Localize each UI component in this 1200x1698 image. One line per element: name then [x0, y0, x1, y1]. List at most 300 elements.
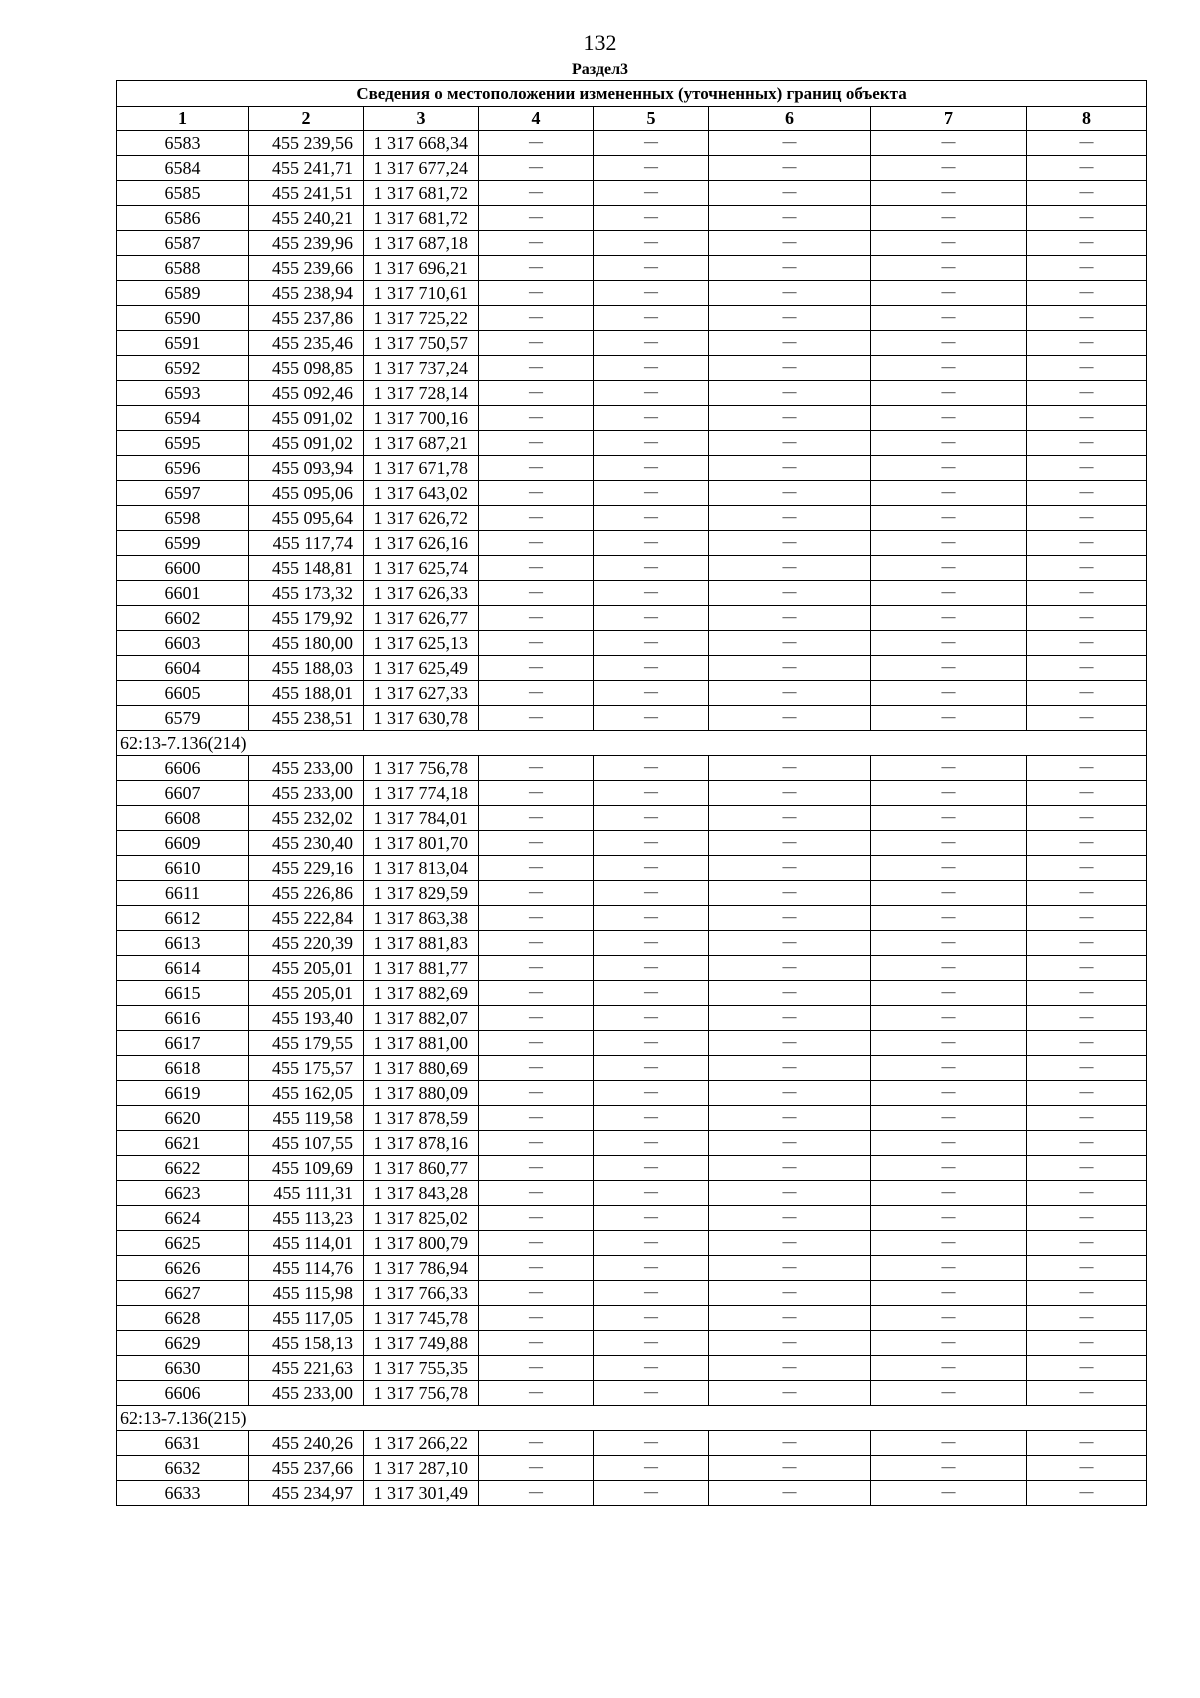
- empty-dash-cell: —: [479, 1481, 594, 1506]
- x-coordinate-cell: 455 241,71: [249, 156, 364, 181]
- empty-dash-cell: —: [1027, 331, 1147, 356]
- empty-dash-cell: —: [709, 756, 871, 781]
- x-coordinate-cell: 455 115,98: [249, 1281, 364, 1306]
- empty-dash-cell: —: [594, 306, 709, 331]
- empty-dash-cell: —: [594, 1481, 709, 1506]
- y-coordinate-cell: 1 317 626,33: [364, 581, 479, 606]
- column-header: 1: [117, 107, 249, 131]
- empty-dash-cell: —: [871, 1156, 1027, 1181]
- empty-dash-cell: —: [1027, 381, 1147, 406]
- empty-dash-cell: —: [709, 256, 871, 281]
- y-coordinate-cell: 1 317 627,33: [364, 681, 479, 706]
- empty-dash-cell: —: [479, 1381, 594, 1406]
- y-coordinate-cell: 1 317 766,33: [364, 1281, 479, 1306]
- x-coordinate-cell: 455 180,00: [249, 631, 364, 656]
- x-coordinate-cell: 455 230,40: [249, 831, 364, 856]
- table-row: [117, 381, 1147, 406]
- x-coordinate-cell: 455 095,06: [249, 481, 364, 506]
- empty-dash-cell: —: [1027, 1356, 1147, 1381]
- empty-dash-cell: —: [709, 831, 871, 856]
- x-coordinate-cell: 455 188,01: [249, 681, 364, 706]
- table-row: [117, 806, 1147, 831]
- empty-dash-cell: —: [709, 1106, 871, 1131]
- point-number-cell: 6590: [117, 306, 249, 331]
- table-row: [117, 981, 1147, 1006]
- empty-dash-cell: —: [1027, 631, 1147, 656]
- empty-dash-cell: —: [871, 956, 1027, 981]
- empty-dash-cell: —: [479, 1256, 594, 1281]
- empty-dash-cell: —: [709, 281, 871, 306]
- y-coordinate-cell: 1 317 677,24: [364, 156, 479, 181]
- y-coordinate-cell: 1 317 755,35: [364, 1356, 479, 1381]
- y-coordinate-cell: 1 317 643,02: [364, 481, 479, 506]
- empty-dash-cell: —: [709, 231, 871, 256]
- empty-dash-cell: —: [871, 131, 1027, 156]
- y-coordinate-cell: 1 317 878,59: [364, 1106, 479, 1131]
- y-coordinate-cell: 1 317 880,09: [364, 1081, 479, 1106]
- table-row: [117, 1256, 1147, 1281]
- empty-dash-cell: —: [709, 781, 871, 806]
- table-row: [117, 481, 1147, 506]
- empty-dash-cell: —: [871, 581, 1027, 606]
- empty-dash-cell: —: [871, 1031, 1027, 1056]
- empty-dash-cell: —: [594, 281, 709, 306]
- empty-dash-cell: —: [594, 706, 709, 731]
- table-row: [117, 1481, 1147, 1506]
- table-row: [117, 206, 1147, 231]
- table-row: [117, 456, 1147, 481]
- empty-dash-cell: —: [479, 681, 594, 706]
- empty-dash-cell: —: [479, 231, 594, 256]
- empty-dash-cell: —: [594, 906, 709, 931]
- empty-dash-cell: —: [709, 1181, 871, 1206]
- x-coordinate-cell: 455 205,01: [249, 956, 364, 981]
- empty-dash-cell: —: [709, 906, 871, 931]
- y-coordinate-cell: 1 317 671,78: [364, 456, 479, 481]
- empty-dash-cell: —: [1027, 956, 1147, 981]
- empty-dash-cell: —: [871, 606, 1027, 631]
- empty-dash-cell: —: [871, 681, 1027, 706]
- empty-dash-cell: —: [871, 181, 1027, 206]
- y-coordinate-cell: 1 317 784,01: [364, 806, 479, 831]
- empty-dash-cell: —: [479, 181, 594, 206]
- empty-dash-cell: —: [871, 281, 1027, 306]
- point-number-cell: 6629: [117, 1331, 249, 1356]
- table-row: [117, 556, 1147, 581]
- empty-dash-cell: —: [871, 1281, 1027, 1306]
- empty-dash-cell: —: [479, 1206, 594, 1231]
- empty-dash-cell: —: [871, 306, 1027, 331]
- x-coordinate-cell: 455 095,64: [249, 506, 364, 531]
- y-coordinate-cell: 1 317 878,16: [364, 1131, 479, 1156]
- empty-dash-cell: —: [479, 931, 594, 956]
- point-number-cell: 6630: [117, 1356, 249, 1381]
- empty-dash-cell: —: [709, 131, 871, 156]
- point-number-cell: 6606: [117, 756, 249, 781]
- y-coordinate-cell: 1 317 626,16: [364, 531, 479, 556]
- y-coordinate-cell: 1 317 800,79: [364, 1231, 479, 1256]
- group-label: 62:13-7.136(215): [117, 1406, 1147, 1431]
- empty-dash-cell: —: [479, 131, 594, 156]
- empty-dash-cell: —: [709, 856, 871, 881]
- point-number-cell: 6595: [117, 431, 249, 456]
- empty-dash-cell: —: [871, 231, 1027, 256]
- empty-dash-cell: —: [1027, 606, 1147, 631]
- x-coordinate-cell: 455 091,02: [249, 406, 364, 431]
- y-coordinate-cell: 1 317 700,16: [364, 406, 479, 431]
- empty-dash-cell: —: [594, 1006, 709, 1031]
- point-number-cell: 6625: [117, 1231, 249, 1256]
- table-row: [117, 506, 1147, 531]
- x-coordinate-cell: 455 226,86: [249, 881, 364, 906]
- x-coordinate-cell: 455 173,32: [249, 581, 364, 606]
- table-row: [117, 581, 1147, 606]
- empty-dash-cell: —: [594, 1231, 709, 1256]
- empty-dash-cell: —: [1027, 156, 1147, 181]
- empty-dash-cell: —: [871, 831, 1027, 856]
- empty-dash-cell: —: [871, 1331, 1027, 1356]
- point-number-cell: 6602: [117, 606, 249, 631]
- x-coordinate-cell: 455 093,94: [249, 456, 364, 481]
- empty-dash-cell: —: [1027, 181, 1147, 206]
- y-coordinate-cell: 1 317 843,28: [364, 1181, 479, 1206]
- empty-dash-cell: —: [871, 1381, 1027, 1406]
- y-coordinate-cell: 1 317 881,00: [364, 1031, 479, 1056]
- point-number-cell: 6608: [117, 806, 249, 831]
- x-coordinate-cell: 455 238,94: [249, 281, 364, 306]
- empty-dash-cell: —: [594, 1356, 709, 1381]
- y-coordinate-cell: 1 317 882,07: [364, 1006, 479, 1031]
- empty-dash-cell: —: [1027, 1131, 1147, 1156]
- empty-dash-cell: —: [479, 856, 594, 881]
- point-number-cell: 6598: [117, 506, 249, 531]
- empty-dash-cell: —: [871, 206, 1027, 231]
- table-row: [117, 1231, 1147, 1256]
- table-row: [117, 281, 1147, 306]
- x-coordinate-cell: 455 229,16: [249, 856, 364, 881]
- x-coordinate-cell: 455 114,76: [249, 1256, 364, 1281]
- empty-dash-cell: —: [1027, 1056, 1147, 1081]
- column-header: 2: [249, 107, 364, 131]
- x-coordinate-cell: 455 114,01: [249, 1231, 364, 1256]
- point-number-cell: 6624: [117, 1206, 249, 1231]
- y-coordinate-cell: 1 317 625,74: [364, 556, 479, 581]
- empty-dash-cell: —: [709, 1031, 871, 1056]
- empty-dash-cell: —: [479, 706, 594, 731]
- empty-dash-cell: —: [709, 1306, 871, 1331]
- x-coordinate-cell: 455 240,26: [249, 1431, 364, 1456]
- empty-dash-cell: —: [709, 331, 871, 356]
- empty-dash-cell: —: [1027, 931, 1147, 956]
- empty-dash-cell: —: [479, 1106, 594, 1131]
- point-number-cell: 6596: [117, 456, 249, 481]
- empty-dash-cell: —: [1027, 531, 1147, 556]
- empty-dash-cell: —: [709, 606, 871, 631]
- empty-dash-cell: —: [1027, 256, 1147, 281]
- point-number-cell: 6632: [117, 1456, 249, 1481]
- empty-dash-cell: —: [871, 756, 1027, 781]
- table-row: [117, 531, 1147, 556]
- empty-dash-cell: —: [479, 481, 594, 506]
- empty-dash-cell: —: [709, 881, 871, 906]
- x-coordinate-cell: 455 175,57: [249, 1056, 364, 1081]
- table-title-row: [117, 81, 1147, 107]
- empty-dash-cell: —: [479, 1331, 594, 1356]
- table-row: [117, 331, 1147, 356]
- y-coordinate-cell: 1 317 301,49: [364, 1481, 479, 1506]
- empty-dash-cell: —: [871, 1456, 1027, 1481]
- table-row: [117, 906, 1147, 931]
- empty-dash-cell: —: [1027, 1456, 1147, 1481]
- empty-dash-cell: —: [594, 1106, 709, 1131]
- empty-dash-cell: —: [594, 1431, 709, 1456]
- empty-dash-cell: —: [594, 1081, 709, 1106]
- x-coordinate-cell: 455 107,55: [249, 1131, 364, 1156]
- x-coordinate-cell: 455 239,66: [249, 256, 364, 281]
- empty-dash-cell: —: [871, 356, 1027, 381]
- empty-dash-cell: —: [594, 556, 709, 581]
- empty-dash-cell: —: [709, 556, 871, 581]
- y-coordinate-cell: 1 317 266,22: [364, 1431, 479, 1456]
- y-coordinate-cell: 1 317 626,77: [364, 606, 479, 631]
- empty-dash-cell: —: [594, 1456, 709, 1481]
- table-row: [117, 1106, 1147, 1131]
- empty-dash-cell: —: [479, 1281, 594, 1306]
- empty-dash-cell: —: [871, 656, 1027, 681]
- empty-dash-cell: —: [594, 456, 709, 481]
- table-row: [117, 1131, 1147, 1156]
- empty-dash-cell: —: [709, 581, 871, 606]
- x-coordinate-cell: 455 233,00: [249, 756, 364, 781]
- empty-dash-cell: —: [871, 456, 1027, 481]
- empty-dash-cell: —: [871, 1306, 1027, 1331]
- empty-dash-cell: —: [709, 1356, 871, 1381]
- empty-dash-cell: —: [479, 206, 594, 231]
- table-row: [117, 1381, 1147, 1406]
- y-coordinate-cell: 1 317 630,78: [364, 706, 479, 731]
- y-coordinate-cell: 1 317 737,24: [364, 356, 479, 381]
- group-label: 62:13-7.136(214): [117, 731, 1147, 756]
- table-row: [117, 1281, 1147, 1306]
- empty-dash-cell: —: [479, 831, 594, 856]
- empty-dash-cell: —: [479, 1306, 594, 1331]
- y-coordinate-cell: 1 317 801,70: [364, 831, 479, 856]
- point-number-cell: 6585: [117, 181, 249, 206]
- section-title: Раздел3: [571, 61, 629, 78]
- empty-dash-cell: —: [479, 756, 594, 781]
- point-number-cell: 6609: [117, 831, 249, 856]
- empty-dash-cell: —: [1027, 1106, 1147, 1131]
- table-row: [117, 1306, 1147, 1331]
- empty-dash-cell: —: [871, 1081, 1027, 1106]
- point-number-cell: 6631: [117, 1431, 249, 1456]
- empty-dash-cell: —: [1027, 206, 1147, 231]
- empty-dash-cell: —: [709, 406, 871, 431]
- x-coordinate-cell: 455 113,23: [249, 1206, 364, 1231]
- empty-dash-cell: —: [871, 1481, 1027, 1506]
- point-number-cell: 6621: [117, 1131, 249, 1156]
- empty-dash-cell: —: [594, 1331, 709, 1356]
- empty-dash-cell: —: [479, 556, 594, 581]
- x-coordinate-cell: 455 235,46: [249, 331, 364, 356]
- x-coordinate-cell: 455 233,00: [249, 781, 364, 806]
- empty-dash-cell: —: [871, 1056, 1027, 1081]
- point-number-cell: 6611: [117, 881, 249, 906]
- point-number-cell: 6601: [117, 581, 249, 606]
- x-coordinate-cell: 455 238,51: [249, 706, 364, 731]
- empty-dash-cell: —: [709, 481, 871, 506]
- empty-dash-cell: —: [1027, 681, 1147, 706]
- empty-dash-cell: —: [1027, 906, 1147, 931]
- empty-dash-cell: —: [1027, 431, 1147, 456]
- y-coordinate-cell: 1 317 687,21: [364, 431, 479, 456]
- x-coordinate-cell: 455 117,05: [249, 1306, 364, 1331]
- empty-dash-cell: —: [594, 356, 709, 381]
- table-row: [117, 231, 1147, 256]
- empty-dash-cell: —: [709, 181, 871, 206]
- table-row: [117, 1006, 1147, 1031]
- empty-dash-cell: —: [594, 831, 709, 856]
- empty-dash-cell: —: [479, 281, 594, 306]
- empty-dash-cell: —: [594, 581, 709, 606]
- empty-dash-cell: —: [594, 1181, 709, 1206]
- empty-dash-cell: —: [594, 381, 709, 406]
- empty-dash-cell: —: [871, 331, 1027, 356]
- column-header: 4: [479, 107, 594, 131]
- empty-dash-cell: —: [479, 156, 594, 181]
- empty-dash-cell: —: [871, 1356, 1027, 1381]
- empty-dash-cell: —: [1027, 856, 1147, 881]
- y-coordinate-cell: 1 317 881,77: [364, 956, 479, 981]
- x-coordinate-cell: 455 221,63: [249, 1356, 364, 1381]
- empty-dash-cell: —: [709, 456, 871, 481]
- empty-dash-cell: —: [479, 1131, 594, 1156]
- empty-dash-cell: —: [594, 431, 709, 456]
- empty-dash-cell: —: [479, 581, 594, 606]
- empty-dash-cell: —: [479, 531, 594, 556]
- table-row: [117, 681, 1147, 706]
- empty-dash-cell: —: [1027, 231, 1147, 256]
- empty-dash-cell: —: [479, 306, 594, 331]
- empty-dash-cell: —: [1027, 981, 1147, 1006]
- y-coordinate-cell: 1 317 745,78: [364, 1306, 479, 1331]
- y-coordinate-cell: 1 317 750,57: [364, 331, 479, 356]
- point-number-cell: 6633: [117, 1481, 249, 1506]
- empty-dash-cell: —: [594, 956, 709, 981]
- empty-dash-cell: —: [1027, 356, 1147, 381]
- table-row: [117, 1156, 1147, 1181]
- x-coordinate-cell: 455 220,39: [249, 931, 364, 956]
- empty-dash-cell: —: [1027, 656, 1147, 681]
- x-coordinate-cell: 455 098,85: [249, 356, 364, 381]
- y-coordinate-cell: 1 317 774,18: [364, 781, 479, 806]
- empty-dash-cell: —: [709, 981, 871, 1006]
- y-coordinate-cell: 1 317 625,49: [364, 656, 479, 681]
- empty-dash-cell: —: [709, 1431, 871, 1456]
- empty-dash-cell: —: [871, 906, 1027, 931]
- empty-dash-cell: —: [709, 306, 871, 331]
- empty-dash-cell: —: [709, 1381, 871, 1406]
- empty-dash-cell: —: [871, 706, 1027, 731]
- group-header-row: [117, 731, 1147, 756]
- point-number-cell: 6592: [117, 356, 249, 381]
- empty-dash-cell: —: [871, 1256, 1027, 1281]
- y-coordinate-cell: 1 317 813,04: [364, 856, 479, 881]
- table-row: [117, 1331, 1147, 1356]
- empty-dash-cell: —: [594, 806, 709, 831]
- x-coordinate-cell: 455 241,51: [249, 181, 364, 206]
- empty-dash-cell: —: [594, 1131, 709, 1156]
- point-number-cell: 6603: [117, 631, 249, 656]
- table-row: [117, 306, 1147, 331]
- empty-dash-cell: —: [1027, 806, 1147, 831]
- point-number-cell: 6591: [117, 331, 249, 356]
- empty-dash-cell: —: [479, 381, 594, 406]
- empty-dash-cell: —: [871, 856, 1027, 881]
- empty-dash-cell: —: [1027, 456, 1147, 481]
- x-coordinate-cell: 455 092,46: [249, 381, 364, 406]
- empty-dash-cell: —: [479, 981, 594, 1006]
- empty-dash-cell: —: [709, 1056, 871, 1081]
- x-coordinate-cell: 455 234,97: [249, 1481, 364, 1506]
- empty-dash-cell: —: [594, 881, 709, 906]
- empty-dash-cell: —: [479, 1456, 594, 1481]
- point-number-cell: 6599: [117, 531, 249, 556]
- empty-dash-cell: —: [871, 531, 1027, 556]
- empty-dash-cell: —: [709, 1331, 871, 1356]
- x-coordinate-cell: 455 091,02: [249, 431, 364, 456]
- y-coordinate-cell: 1 317 725,22: [364, 306, 479, 331]
- empty-dash-cell: —: [479, 956, 594, 981]
- empty-dash-cell: —: [709, 956, 871, 981]
- empty-dash-cell: —: [1027, 831, 1147, 856]
- empty-dash-cell: —: [594, 1306, 709, 1331]
- table-row: [117, 1081, 1147, 1106]
- empty-dash-cell: —: [479, 1056, 594, 1081]
- y-coordinate-cell: 1 317 681,72: [364, 181, 479, 206]
- empty-dash-cell: —: [709, 1156, 871, 1181]
- empty-dash-cell: —: [871, 556, 1027, 581]
- column-header-row: [117, 107, 1147, 131]
- empty-dash-cell: —: [871, 981, 1027, 1006]
- empty-dash-cell: —: [709, 431, 871, 456]
- y-coordinate-cell: 1 317 668,34: [364, 131, 479, 156]
- empty-dash-cell: —: [709, 806, 871, 831]
- empty-dash-cell: —: [871, 256, 1027, 281]
- empty-dash-cell: —: [479, 1431, 594, 1456]
- y-coordinate-cell: 1 317 881,83: [364, 931, 479, 956]
- table-row: [117, 1431, 1147, 1456]
- empty-dash-cell: —: [1027, 506, 1147, 531]
- point-number-cell: 6584: [117, 156, 249, 181]
- y-coordinate-cell: 1 317 749,88: [364, 1331, 479, 1356]
- table-row: [117, 831, 1147, 856]
- y-coordinate-cell: 1 317 287,10: [364, 1456, 479, 1481]
- x-coordinate-cell: 455 232,02: [249, 806, 364, 831]
- x-coordinate-cell: 455 240,21: [249, 206, 364, 231]
- table-row: [117, 931, 1147, 956]
- point-number-cell: 6619: [117, 1081, 249, 1106]
- empty-dash-cell: —: [871, 1206, 1027, 1231]
- point-number-cell: 6583: [117, 131, 249, 156]
- empty-dash-cell: —: [479, 906, 594, 931]
- table-row: [117, 606, 1147, 631]
- empty-dash-cell: —: [1027, 881, 1147, 906]
- empty-dash-cell: —: [871, 1181, 1027, 1206]
- point-number-cell: 6586: [117, 206, 249, 231]
- empty-dash-cell: —: [709, 1256, 871, 1281]
- empty-dash-cell: —: [594, 656, 709, 681]
